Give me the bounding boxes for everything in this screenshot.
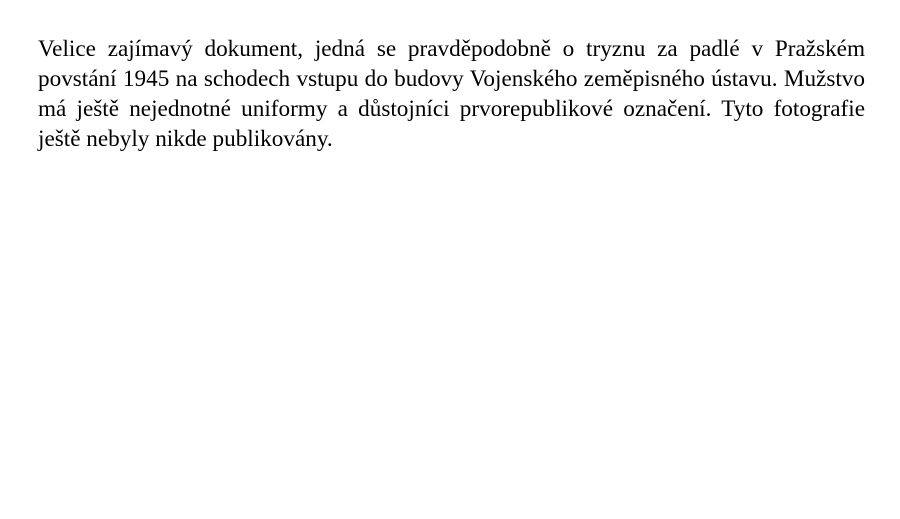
body-paragraph: Velice zajímavý dokument, jedná se pravděpodobně o tryznu za padlé v Pražském povstání 1945 na schodech vstupu do budovy Vojenského zeměpisného ústavu. Mužstvo má ještě nejednotné uniformy a důstojníci prvorepublikové označení. Tyto fotografie ještě nebyly nikde publikovány. [38,36,865,152]
